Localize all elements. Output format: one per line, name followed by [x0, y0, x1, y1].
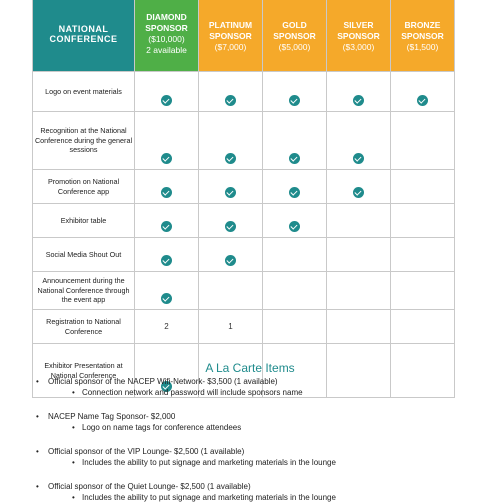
- empty-cell: [263, 310, 327, 344]
- empty-cell: [391, 272, 455, 310]
- benefit-cell: [199, 72, 263, 112]
- sub-list: [48, 492, 486, 503]
- benefit-cell: [327, 112, 391, 170]
- sub-item: • Includes the ability to put signage and marketing materials in the lounge: [72, 492, 486, 503]
- check-icon: [289, 221, 300, 232]
- item-text: Official sponsor of the VIP Lounge- $2,500 (1 available): [48, 447, 245, 456]
- check-icon: [289, 95, 300, 106]
- empty-cell: [263, 272, 327, 310]
- check-icon: [353, 153, 364, 164]
- table-row: [33, 204, 455, 238]
- benefit-cell: [135, 170, 199, 204]
- check-icon: [289, 187, 300, 198]
- benefit-cell: [199, 112, 263, 170]
- table-row: [33, 72, 455, 112]
- item-text: Official sponsor of the NACEP Wifi-Network- $3,500 (1 available): [48, 377, 278, 386]
- list-item: [36, 446, 486, 468]
- tier-header-diamond: [135, 0, 199, 72]
- benefit-cell: [135, 72, 199, 112]
- check-icon: [225, 153, 236, 164]
- check-icon: [417, 95, 428, 106]
- list-item: [36, 411, 486, 433]
- empty-cell: [327, 272, 391, 310]
- item-text: NACEP Name Tag Sponsor- $2,000: [48, 412, 176, 421]
- tier-name: DIAMOND SPONSOR: [145, 12, 188, 33]
- empty-cell: [263, 238, 327, 272]
- sub-item: • Includes the ability to put signage and marketing materials in the lounge: [72, 457, 486, 468]
- feature-label: Announcement during the National Conference through the event app: [33, 272, 135, 310]
- tier-header-row: [33, 0, 455, 72]
- sub-list: [48, 457, 486, 468]
- sub-list: [48, 422, 486, 433]
- feature-label: Recognition at the National Conference during the general sessions: [33, 112, 135, 170]
- empty-cell: [327, 310, 391, 344]
- a-la-carte-list: [36, 376, 486, 503]
- check-icon: [353, 95, 364, 106]
- check-icon: [353, 187, 364, 198]
- tier-name: GOLD SPONSOR: [273, 19, 316, 41]
- check-icon: [225, 255, 236, 266]
- check-icon: [161, 221, 172, 232]
- benefit-cell: [263, 72, 327, 112]
- tier-price: ($1,500): [406, 41, 439, 52]
- empty-cell: [391, 310, 455, 344]
- empty-cell: [327, 238, 391, 272]
- check-icon: [161, 187, 172, 198]
- benefit-cell: [199, 204, 263, 238]
- check-icon: [161, 95, 172, 106]
- benefit-cell: [135, 112, 199, 170]
- sub-list: [48, 387, 486, 398]
- check-icon: [225, 95, 236, 106]
- sub-item: • Logo on name tags for conference attendees: [72, 422, 486, 433]
- tier-name: SILVER SPONSOR: [337, 19, 380, 41]
- feature-label: Registration to National Conference: [33, 310, 135, 344]
- empty-cell: [391, 204, 455, 238]
- table-row: [33, 310, 455, 344]
- benefit-cell: [263, 170, 327, 204]
- tier-header-bronze: [391, 0, 455, 72]
- feature-label: Promotion on National Conference app: [33, 170, 135, 204]
- feature-label: Logo on event materials: [33, 72, 135, 112]
- check-icon: [161, 153, 172, 164]
- benefit-cell: [327, 72, 391, 112]
- empty-cell: [391, 112, 455, 170]
- sub-item: • Connection network and password will include sponsors name: [72, 387, 486, 398]
- table-row: [33, 112, 455, 170]
- empty-cell: [199, 272, 263, 310]
- list-item: [36, 376, 486, 398]
- benefits-body: [33, 72, 455, 398]
- empty-cell: [391, 170, 455, 204]
- benefit-cell: [135, 238, 199, 272]
- check-icon: [289, 153, 300, 164]
- empty-cell: [327, 204, 391, 238]
- benefit-cell: [199, 238, 263, 272]
- table-row: [33, 170, 455, 204]
- empty-cell: [391, 238, 455, 272]
- benefit-count: 2: [135, 310, 199, 344]
- benefit-cell: [327, 170, 391, 204]
- tier-name: BRONZE SPONSOR: [401, 19, 444, 41]
- benefit-cell: [199, 170, 263, 204]
- tier-price: ($3,000): [342, 41, 375, 52]
- check-icon: [225, 221, 236, 232]
- check-icon: [161, 255, 172, 266]
- benefit-cell: [263, 112, 327, 170]
- item-text: Official sponsor of the Quiet Lounge- $2,500 (1 available): [48, 482, 251, 491]
- table-row: [33, 238, 455, 272]
- tier-price: ($10,000): [148, 34, 185, 44]
- benefit-cell: [135, 204, 199, 238]
- feature-label: Exhibitor Presentation at National Conference: [33, 344, 135, 398]
- table-row: [33, 272, 455, 310]
- benefit-cell: [135, 272, 199, 310]
- feature-label: Exhibitor table: [33, 204, 135, 238]
- benefit-cell: [263, 204, 327, 238]
- tier-header-silver: [327, 0, 391, 72]
- tier-name: PLATINUM SPONSOR: [208, 19, 253, 41]
- check-icon: [161, 293, 172, 304]
- check-icon: [225, 187, 236, 198]
- sponsorship-table: [32, 0, 455, 398]
- tier-price: ($5,000): [278, 41, 311, 52]
- feature-label: Social Media Shout Out: [33, 238, 135, 272]
- tier-price: ($7,000): [214, 41, 247, 52]
- conference-header: NATIONAL CONFERENCE: [33, 0, 135, 72]
- benefit-count: 1: [199, 310, 263, 344]
- tier-header-platinum: [199, 0, 263, 72]
- tier-header-gold: [263, 0, 327, 72]
- tier-availability: 2 available: [146, 45, 187, 55]
- a-la-carte-title: A La Carte Items: [205, 361, 295, 375]
- benefit-cell: [391, 72, 455, 112]
